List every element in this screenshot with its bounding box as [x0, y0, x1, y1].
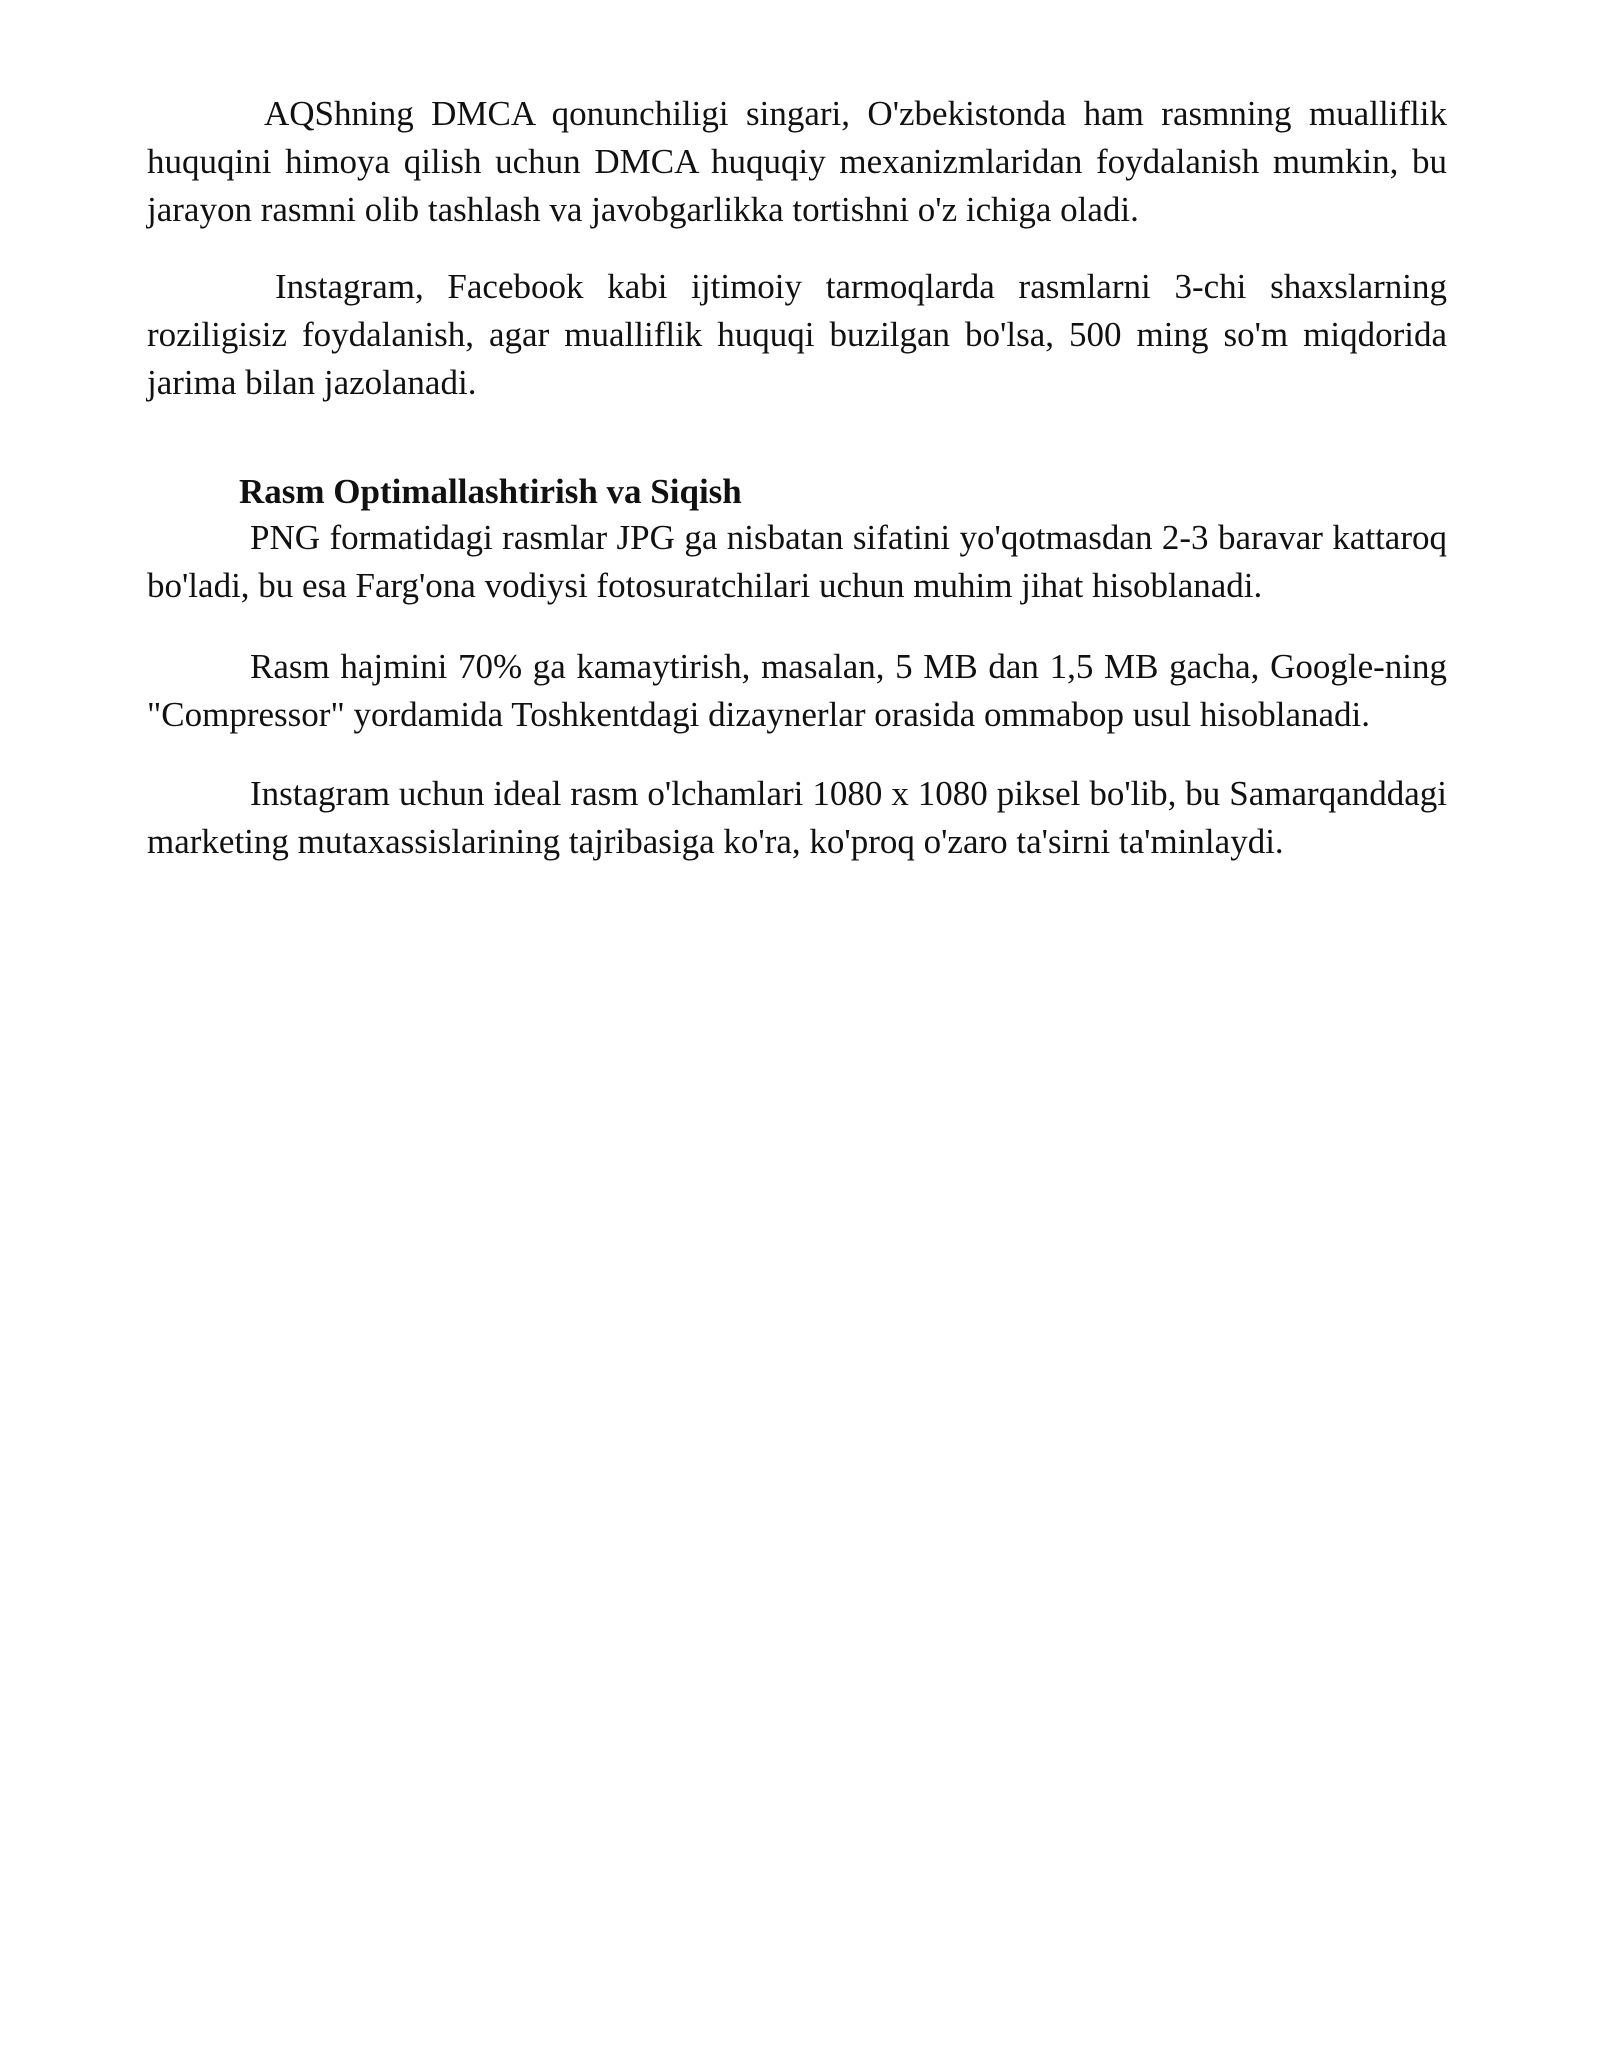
paragraph-social-media-fines: Instagram, Facebook kabi ijtimoiy tarmoqlarda rasmlarni 3-chi shaxslarning roziligisiz foydalanish, agar mualliflik huquqi buzilgan bo'lsa, 500 ming so'm miqdorida jarima bilan jazolanadi.	[147, 267, 1447, 402]
paragraph-dmca: AQShning DMCA qonunchiligi singari, O'zbekistonda ham rasmning mualliflik huquqini himoya qilish uchun DMCA huquqiy mexanizmlaridan foydalanish mumkin, bu jarayon rasmni olib tashlash va javobgarlikka tortishni o'z ichiga oladi.	[147, 94, 1447, 229]
section-heading: Rasm Optimallashtirish va Siqish	[239, 472, 742, 511]
paragraph-compression: Rasm hajmini 70% ga kamaytirish, masalan, 5 MB dan 1,5 MB gacha, Google-ning "Compressor" yordamida Toshkentdagi dizaynerlar orasida ommabop usul hisoblanadi.	[147, 647, 1447, 734]
paragraph-instagram-size: Instagram uchun ideal rasm o'lchamlari 1080 x 1080 piksel bo'lib, bu Samarqanddagi marketing mutaxassislarining tajribasiga ko'ra, ko'proq o'zaro ta'sirni ta'minlaydi.	[147, 774, 1447, 861]
document-body	[147, 90, 1447, 866]
paragraph-png-jpg: PNG formatidagi rasmlar JPG ga nisbatan sifatini yo'qotmasdan 2-3 baravar kattaroq bo'ladi, bu esa Farg'ona vodiysi fotosuratchilari uchun muhim jihat hisoblanadi.	[147, 518, 1447, 605]
